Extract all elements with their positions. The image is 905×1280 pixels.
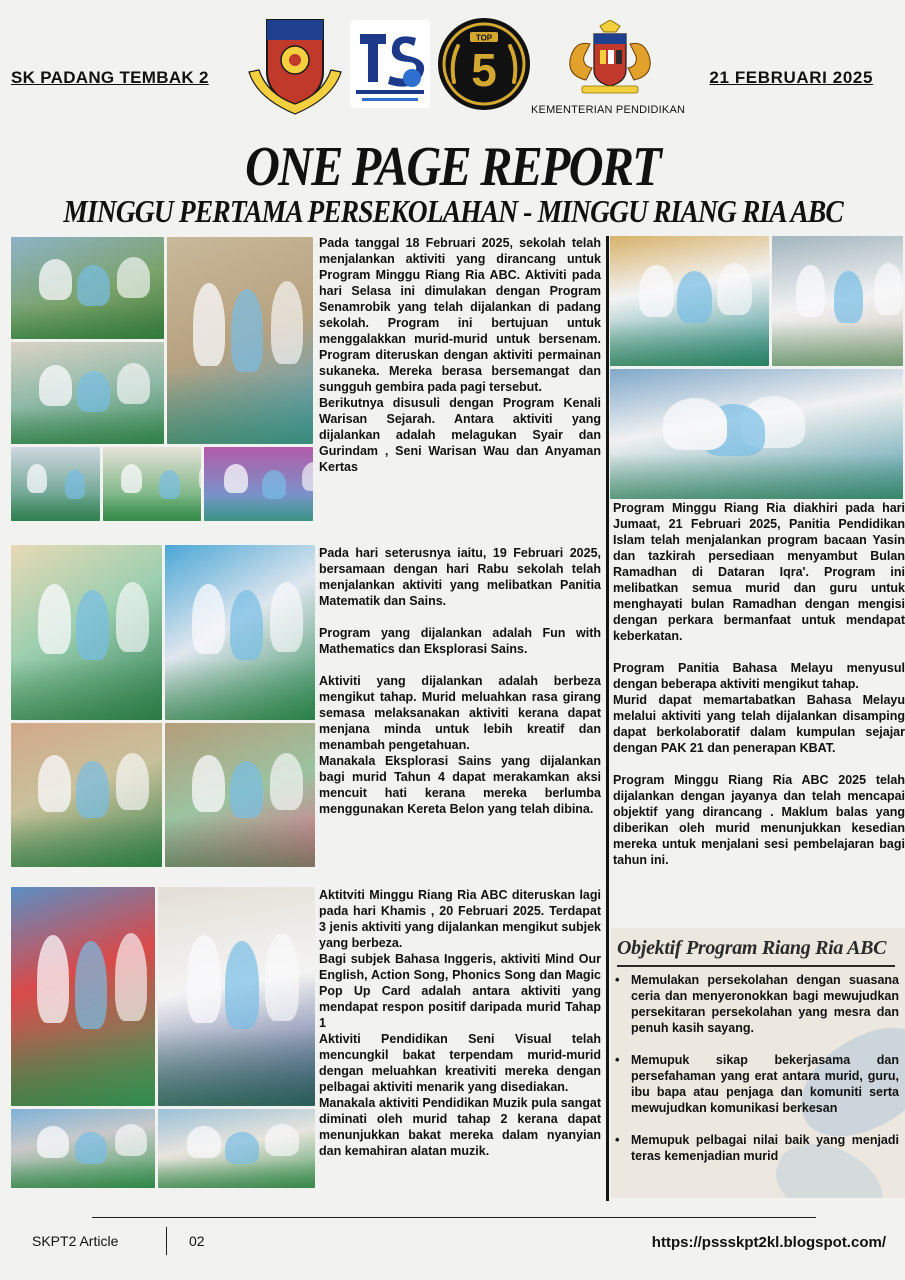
section-20-februari bbox=[319, 887, 601, 1159]
paragraph: Program yang dijalankan adalah Fun with Mathematics dan Eksplorasi Sains. bbox=[319, 626, 601, 656]
paragraph: Aktitviti Minggu Riang Ria ABC diteruskan lagi pada hari Khamis , 20 Februari 2025. Terdapat 3 jenis aktiviti yang dijalankan mengikut subjek yang berbeza. bbox=[319, 888, 601, 950]
paragraph: Manakala Eksplorasi Sains yang dijalankan bagi murid Tahun 4 dapat merakamkan aksi mencuit hati kerana mereka berlumba menggunakan Kereta Belon yang telah dibina. bbox=[319, 754, 601, 816]
photo-math-shapes bbox=[11, 545, 162, 720]
photo-anyaman-kertas bbox=[204, 447, 313, 521]
photo-group-class bbox=[158, 1109, 315, 1188]
photo-bacaan-yasin bbox=[772, 236, 903, 366]
page-title: ONE PAGE REPORT bbox=[245, 136, 660, 198]
photo-balloon-car bbox=[165, 723, 316, 867]
objective-item: • Memupuk sikap bekerjasama dan persefahaman yang erat antara murid, guru, ibu bapa atau penjaga dan komuniti serta mewujudkan komunikasi berkesan bbox=[611, 1052, 905, 1116]
paragraph: Murid dapat memartabatkan Bahasa Melayu melalui aktiviti yang telah dijalankan disamping dapat berkolaboratif dalam kumpulan sejajar dengan PAK 21 dan penerapan KBAT. bbox=[613, 693, 905, 755]
school-crest-logo bbox=[245, 14, 345, 118]
paragraph: Program Panitia Bahasa Melayu menyusul dengan beberapa aktiviti mengikut tahap. bbox=[613, 661, 905, 691]
objective-item: • Memupuk pelbagai nilai baik yang menjadi teras kemenjadian murid bbox=[611, 1132, 905, 1164]
paragraph: Pada hari seterusnya iaitu, 19 Februari 2025, bersamaan dengan hari Rabu sekolah telah menjalankan aktiviti yang melibatkan Panitia Matematik dan Sains. bbox=[319, 546, 601, 608]
column-divider bbox=[606, 236, 609, 1201]
top-5-badge-logo bbox=[436, 16, 532, 112]
photo-sukaneka bbox=[11, 342, 164, 444]
paragraph: Bagi subjek Bahasa Inggeris, aktiviti Mind Our English, Action Song, Phonics Song dan Magic Pop Up Card adalah antara aktiviti yang mendapat respon positif daripada murid Tahap 1 bbox=[319, 952, 601, 1030]
footer-blog-link[interactable]: https://pssskpt2kl.blogspot.com/ bbox=[651, 1234, 886, 1251]
footer-separator bbox=[166, 1227, 167, 1255]
photo-geometry-models bbox=[11, 723, 162, 867]
photo-group-assembly bbox=[610, 236, 769, 366]
objective-box bbox=[611, 928, 905, 1198]
photo-wau-craft bbox=[167, 237, 313, 444]
objective-underline bbox=[617, 965, 895, 967]
photo-bahasa-melayu-class bbox=[610, 369, 903, 499]
paragraph: Program Minggu Riang Ria ABC 2025 telah dijalankan dengan jayanya dan telah mencapai objektif yang dirancang . Maklum balas yang diberikan oleh murid menunjukkan kesedian mereka untuk menjalani sesi pembelajaran bagi tahun ini. bbox=[613, 773, 905, 867]
paragraph: Program Minggu Riang Ria diakhiri pada hari Jumaat, 21 Februari 2025, Panitia Pendidikan Islam telah menjalankan program bacaan Yasin dan tazkirah persediaan menyambut Bulan Ramadhan di Dataran Iqra'. Program ini melibatkan semua murid dan guru untuk menghayati bulan Ramadhan dengan mengisi dengan perkara bermanfaat untuk mendapat keberkatan. bbox=[613, 501, 905, 643]
photo-math-board bbox=[165, 545, 316, 720]
top5-number: 5 bbox=[471, 44, 497, 96]
paragraph: Aktiviti Pendidikan Seni Visual telah mencungkil bakat terpendam murid-murid dengan meluahkan kreativiti mereka dengan pelbagai aktiviti menarik yang disediakan. bbox=[319, 1032, 601, 1094]
section-18-februari bbox=[319, 235, 601, 475]
page-subtitle: MINGGU PERTAMA PERSEKOLAHAN - MINGGU RIANG RIA ABC bbox=[63, 193, 843, 229]
section-21-februari bbox=[613, 500, 905, 868]
photo-senamrobik bbox=[11, 237, 164, 339]
footer-rule bbox=[92, 1217, 816, 1218]
photo-strip-warisan bbox=[11, 447, 313, 521]
footer-page-number: 02 bbox=[189, 1233, 205, 1249]
objective-title: Objektif Program Riang Ria ABC bbox=[617, 937, 887, 959]
paragraph: Pada tanggal 18 Februari 2025, sekolah telah menjalankan aktiviti yang dirancang untuk Program Minggu Riang Ria ABC. Aktiviti pada hari Selasa ini dimulakan dengan Program Senamrobik yang telah dijalankan di padang sekolah. Program ini bertujuan untuk menggalakkan murid-murid untuk bersenam. Program diteruskan dengan aktiviti permainan sukaneka. Mereka berasa bersemangat dan sungguh gembira pada pagi tersebut. bbox=[319, 236, 601, 394]
photo-group-music bbox=[11, 1109, 155, 1188]
photo-collage-english-art-music bbox=[11, 887, 315, 1188]
photo-collage-math-science bbox=[11, 545, 315, 867]
school-name: SK PADANG TEMBAK 2 bbox=[11, 68, 209, 87]
footer-article-label: SKPT2 Article bbox=[32, 1233, 119, 1249]
malaysia-coat-of-arms-logo bbox=[560, 20, 660, 96]
paragraph: Manakala aktiviti Pendidikan Muzik pula sangat diminati oleh murid tahap 2 kerana dapat menunjukkan bakat mereka dalam nyanyian dan kemahiran alatan muzik. bbox=[319, 1096, 601, 1158]
objective-list bbox=[611, 972, 905, 1164]
photo-boys-singing bbox=[158, 887, 315, 1106]
paragraph: Berikutnya disusuli dengan Program Kenali Warisan Sejarah. Antara aktiviti yang dijalankan adalah melagukan Syair dan Gurindam , Seni Warisan Wau dan Anyaman Kertas bbox=[319, 396, 601, 474]
photo-pop-up-card bbox=[11, 887, 155, 1106]
transformasi-sekolah-2025-logo bbox=[350, 20, 430, 108]
photo-collage-yasin bbox=[610, 236, 903, 499]
photo-students-syair bbox=[103, 447, 202, 521]
report-date: 21 FEBRUARI 2025 bbox=[709, 68, 873, 87]
ministry-label: KEMENTERIAN PENDIDIKAN bbox=[531, 104, 686, 116]
photo-student-tengkolok bbox=[11, 447, 100, 521]
photo-collage-senamrobik bbox=[11, 237, 313, 521]
top5-label: TOP bbox=[475, 33, 493, 43]
paragraph: Aktiviti yang dijalankan adalah berbeza mengikut tahap. Murid meluahkan rasa girang semasa melaksanakan aktiviti kerana dapat menjana minda untuk lebih kreatif dan menambah pengetahuan. bbox=[319, 674, 601, 752]
objective-item: • Memulakan persekolahan dengan suasana ceria dan menyeronokkan bagi mewujudkan persekitaran persekolahan yang mesra dan penuh kasih sayang. bbox=[611, 972, 905, 1036]
section-19-februari bbox=[319, 545, 601, 817]
